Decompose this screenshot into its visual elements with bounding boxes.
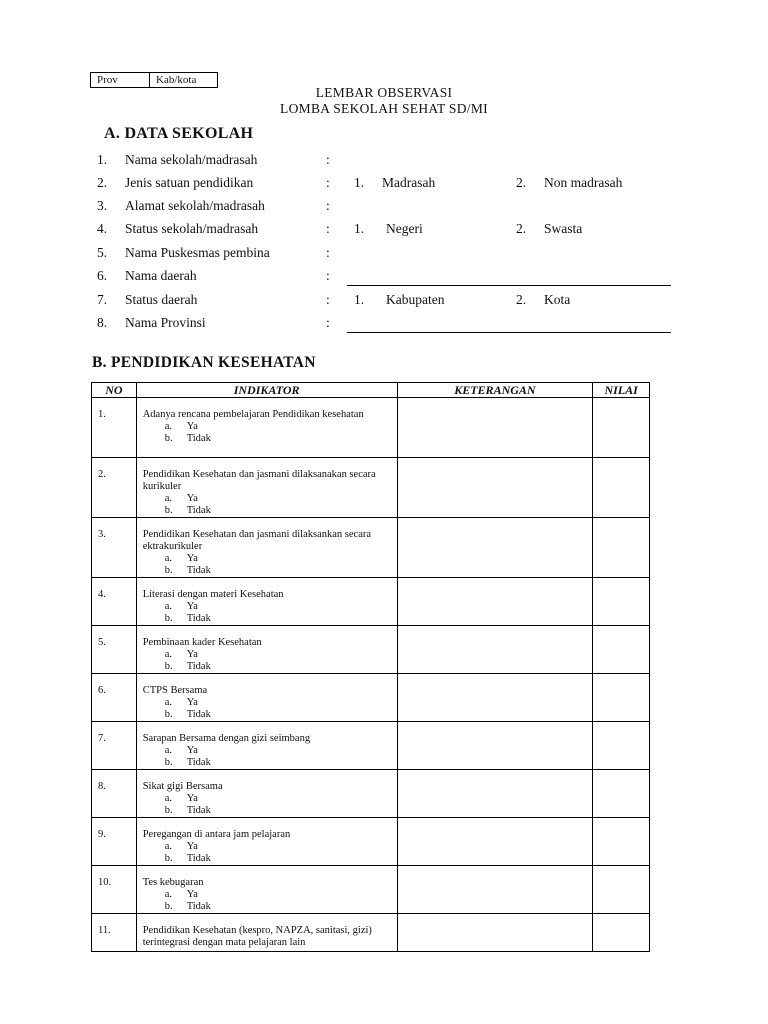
data-row: [0, 173, 768, 193]
indikator-text: CTPS Bersama: [142, 685, 208, 696]
fill-in-line[interactable]: [347, 285, 671, 286]
row-number: 11.: [98, 925, 111, 936]
data-row: [0, 313, 768, 333]
data-row: [0, 243, 768, 263]
data-row-colon: :: [326, 245, 330, 260]
row-number: 8.: [98, 781, 106, 792]
indikator-text: Pendidikan Kesehatan (kespro, NAPZA, sanitasi, gizi) terintegrasi dengan mata pelajaran lain: [142, 925, 372, 948]
option-1-number: 1.: [354, 221, 365, 236]
option-b-label: Tidak: [186, 709, 211, 720]
row-number-cell: [92, 626, 137, 674]
option-b-letter: b.: [164, 613, 173, 624]
option-b-label: Tidak: [186, 433, 211, 444]
section-a-heading: A. DATA SEKOLAH: [104, 125, 254, 142]
document-title: LEMBAR OBSERVASI: [315, 85, 453, 100]
option-b-letter: b.: [164, 805, 173, 816]
option-a-letter: a.: [164, 841, 173, 852]
keterangan-cell[interactable]: [397, 722, 593, 770]
option-b[interactable]: [143, 709, 393, 721]
row-number-cell: [92, 398, 137, 458]
row-number: 6.: [98, 685, 106, 696]
indikator-cell: [136, 518, 397, 578]
data-row-number: 4.: [97, 221, 108, 236]
table-row: [92, 398, 650, 458]
option-1-number: 1.: [354, 292, 365, 307]
nilai-cell[interactable]: [593, 722, 650, 770]
data-row-number: 7.: [97, 292, 108, 307]
option-b[interactable]: [143, 901, 393, 913]
option-b[interactable]: [143, 565, 393, 577]
option-b-letter: b.: [164, 505, 173, 516]
nilai-cell[interactable]: [593, 578, 650, 626]
indikator-cell: [136, 818, 397, 866]
option-a[interactable]: [143, 601, 393, 613]
option-a-letter: a.: [164, 553, 173, 564]
option-b[interactable]: [143, 661, 393, 673]
option-b-label: Tidak: [186, 613, 211, 624]
keterangan-cell[interactable]: [397, 578, 593, 626]
indikator-text: Pendidikan Kesehatan dan jasmani dilaksanakan secara kurikuler: [142, 469, 376, 492]
nilai-cell[interactable]: [593, 914, 650, 952]
row-number-cell: [92, 818, 137, 866]
option-a-letter: a.: [164, 697, 173, 708]
option-a-letter: a.: [164, 601, 173, 612]
option-1-label[interactable]: Kabupaten: [386, 292, 445, 307]
data-row-label: Jenis satuan pendidikan: [125, 175, 254, 190]
indikator-cell: [136, 458, 397, 518]
header-nilai: NILAI: [593, 383, 650, 398]
table-row: [92, 626, 650, 674]
option-2-label[interactable]: Swasta: [544, 221, 583, 236]
row-number-cell: [92, 674, 137, 722]
row-number-cell: [92, 518, 137, 578]
header-no: NO: [92, 383, 137, 398]
table-row: [92, 722, 650, 770]
option-1-label[interactable]: Negeri: [386, 221, 423, 236]
option-a[interactable]: [143, 841, 393, 853]
option-b-letter: b.: [164, 565, 173, 576]
option-a-label: Ya: [186, 745, 198, 756]
data-row: [0, 219, 768, 239]
option-b[interactable]: [143, 505, 393, 517]
data-row-label: Nama sekolah/madrasah: [125, 152, 258, 167]
option-b-label: Tidak: [186, 757, 211, 768]
row-number: 2.: [98, 469, 106, 480]
option-1-number: 1.: [354, 175, 365, 190]
indikator-text: Pembinaan kader Kesehatan: [142, 637, 262, 648]
indikator-cell: [136, 914, 397, 952]
option-b[interactable]: [143, 757, 393, 769]
keterangan-cell[interactable]: [397, 518, 593, 578]
data-row-label: Alamat sekolah/madrasah: [125, 198, 265, 213]
option-a-letter: a.: [164, 421, 173, 432]
prov-cell[interactable]: Prov: [91, 73, 150, 87]
data-row-colon: :: [326, 198, 330, 213]
option-a[interactable]: [143, 889, 393, 901]
option-b-label: Tidak: [186, 505, 211, 516]
data-row-number: 5.: [97, 245, 108, 260]
row-number: 3.: [98, 529, 106, 540]
data-row: [0, 266, 768, 286]
nilai-cell[interactable]: [593, 866, 650, 914]
indikator-text: Pendidikan Kesehatan dan jasmani dilaksankan secara ektrakurikuler: [142, 529, 372, 552]
row-number: 5.: [98, 637, 106, 648]
nilai-cell[interactable]: [593, 674, 650, 722]
data-row-number: 1.: [97, 152, 108, 167]
header-keterangan: KETERANGAN: [397, 383, 593, 398]
row-number-cell: [92, 578, 137, 626]
option-a-letter: a.: [164, 745, 173, 756]
data-row-colon: :: [326, 221, 330, 236]
nilai-cell[interactable]: [593, 626, 650, 674]
option-b-letter: b.: [164, 853, 173, 864]
table-row: [92, 674, 650, 722]
option-b-label: Tidak: [186, 661, 211, 672]
nilai-cell[interactable]: [593, 770, 650, 818]
data-row-number: 8.: [97, 315, 108, 330]
keterangan-cell[interactable]: [397, 674, 593, 722]
option-a-label: Ya: [186, 421, 198, 432]
document-subtitle: LOMBA SEKOLAH SEHAT SD/MI: [280, 101, 488, 116]
keterangan-cell[interactable]: [397, 818, 593, 866]
data-row-label: Nama Puskesmas pembina: [125, 245, 270, 260]
indikator-text: Sarapan Bersama dengan gizi seimbang: [142, 733, 311, 744]
indikator-text: Adanya rencana pembelajaran Pendidikan kesehatan: [142, 409, 364, 420]
indikator-cell: [136, 722, 397, 770]
keterangan-cell[interactable]: [397, 770, 593, 818]
option-b-label: Tidak: [186, 805, 211, 816]
header-indikator: INDIKATOR: [136, 383, 397, 398]
option-b-label: Tidak: [186, 901, 211, 912]
data-row: [0, 290, 768, 310]
nilai-cell[interactable]: [593, 398, 650, 458]
nilai-cell[interactable]: [593, 458, 650, 518]
nilai-cell[interactable]: [593, 518, 650, 578]
row-number-cell: [92, 914, 137, 952]
option-a-letter: a.: [164, 649, 173, 660]
indikator-text: Peregangan di antara jam pelajaran: [142, 829, 291, 840]
option-a[interactable]: [143, 745, 393, 757]
data-row: [0, 196, 768, 216]
data-row-number: 6.: [97, 268, 108, 283]
data-row-colon: :: [326, 315, 330, 330]
option-b[interactable]: [143, 853, 393, 865]
table-header-row: [92, 383, 650, 398]
option-2-number: 2.: [516, 292, 527, 307]
indikator-text: Literasi dengan materi Kesehatan: [142, 589, 284, 600]
indikator-text: Tes kebugaran: [142, 877, 204, 888]
option-a-label: Ya: [186, 649, 198, 660]
kab-kota-cell[interactable]: Kab/kota: [156, 74, 197, 86]
option-2-label[interactable]: Kota: [544, 292, 571, 307]
option-a-letter: a.: [164, 493, 173, 504]
table-row: [92, 770, 650, 818]
option-b-label: Tidak: [186, 565, 211, 576]
data-row-label: Status daerah: [125, 292, 198, 307]
option-b-label: Tidak: [186, 853, 211, 864]
table-row: [92, 866, 650, 914]
option-1-label[interactable]: Madrasah: [382, 175, 436, 190]
indikator-cell: [136, 674, 397, 722]
option-a[interactable]: [143, 421, 393, 433]
row-number: 1.: [98, 409, 106, 420]
row-number: 7.: [98, 733, 106, 744]
option-a[interactable]: [143, 793, 393, 805]
keterangan-cell[interactable]: [397, 866, 593, 914]
data-row-label: Status sekolah/madrasah: [125, 221, 259, 236]
indikator-cell: [136, 626, 397, 674]
option-a-label: Ya: [186, 889, 198, 900]
row-number-cell: [92, 458, 137, 518]
table-row: [92, 578, 650, 626]
keterangan-cell[interactable]: [397, 914, 593, 952]
indikator-cell: [136, 770, 397, 818]
option-a-label: Ya: [186, 841, 198, 852]
option-a[interactable]: [143, 649, 393, 661]
option-b-letter: b.: [164, 757, 173, 768]
keterangan-cell[interactable]: [397, 626, 593, 674]
document-title-block: [0, 85, 768, 117]
section-b-heading: B. PENDIDIKAN KESEHATAN: [92, 354, 316, 371]
nilai-cell[interactable]: [593, 818, 650, 866]
keterangan-cell[interactable]: [397, 458, 593, 518]
option-a[interactable]: [143, 697, 393, 709]
data-row: [0, 150, 768, 170]
option-b-letter: b.: [164, 709, 173, 720]
row-number-cell: [92, 866, 137, 914]
option-a[interactable]: [143, 493, 393, 505]
option-a-label: Ya: [186, 793, 198, 804]
data-row-label: Nama daerah: [125, 268, 197, 283]
option-a-label: Ya: [186, 553, 198, 564]
option-a-letter: a.: [164, 793, 173, 804]
row-number-cell: [92, 722, 137, 770]
option-b[interactable]: [143, 805, 393, 817]
option-b-letter: b.: [164, 661, 173, 672]
table-row: [92, 458, 650, 518]
table-row: [92, 914, 650, 952]
option-b-letter: b.: [164, 433, 173, 444]
option-2-number: 2.: [516, 175, 527, 190]
data-row-number: 3.: [97, 198, 108, 213]
indikator-cell: [136, 578, 397, 626]
option-a-label: Ya: [186, 601, 198, 612]
fill-in-line[interactable]: [347, 332, 671, 333]
data-row-colon: :: [326, 292, 330, 307]
option-a-letter: a.: [164, 889, 173, 900]
indikator-cell: [136, 866, 397, 914]
data-row-colon: :: [326, 268, 330, 283]
row-number: 9.: [98, 829, 106, 840]
observation-table: [91, 382, 650, 952]
row-number: 10.: [98, 877, 112, 888]
option-a-label: Ya: [186, 493, 198, 504]
data-row-colon: :: [326, 152, 330, 167]
table-row: [92, 518, 650, 578]
option-b[interactable]: [143, 433, 393, 445]
option-a-label: Ya: [186, 697, 198, 708]
option-b-letter: b.: [164, 901, 173, 912]
data-row-number: 2.: [97, 175, 108, 190]
option-b[interactable]: [143, 613, 393, 625]
indikator-cell: [136, 398, 397, 458]
option-2-label[interactable]: Non madrasah: [544, 175, 623, 190]
row-number: 4.: [98, 589, 106, 600]
option-2-number: 2.: [516, 221, 527, 236]
indikator-text: Sikat gigi Bersama: [142, 781, 223, 792]
option-a[interactable]: [143, 553, 393, 565]
keterangan-cell[interactable]: [397, 398, 593, 458]
data-row-colon: :: [326, 175, 330, 190]
data-row-label: Nama Provinsi: [125, 315, 206, 330]
row-number-cell: [92, 770, 137, 818]
table-row: [92, 818, 650, 866]
